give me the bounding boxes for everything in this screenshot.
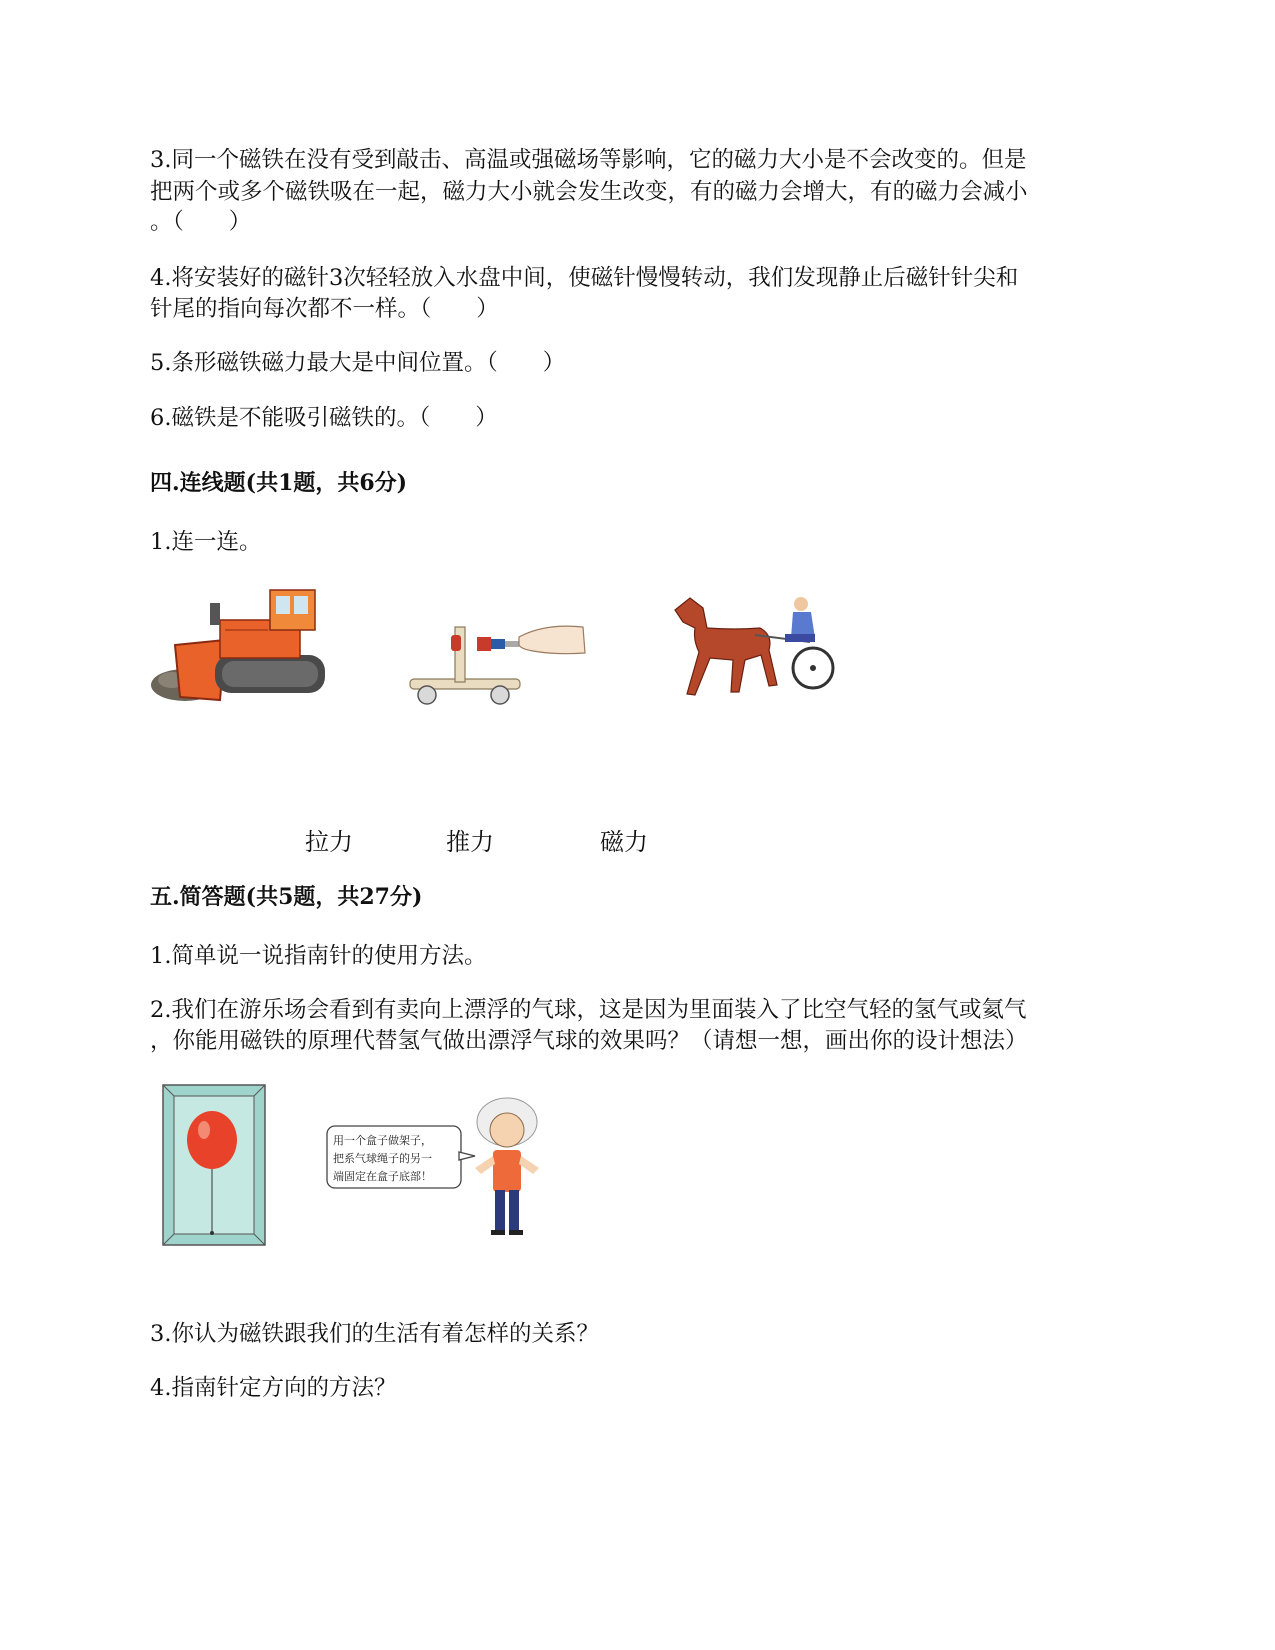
speech-bubble-line-1: 用一个盒子做架子， [333,1134,432,1147]
force-label-magnetic: 磁力 [600,828,648,856]
section-5-question-4: 4.指南针定方向的方法？ [150,1375,397,1401]
section-4-question-1: 1.连一连。 [150,529,262,555]
section-4-heading: 四.连线题(共1题，共6分) [150,470,408,496]
question-4-line-2: 针尾的指向每次都不一样。（ ） [150,296,499,322]
question-5: 5.条形磁铁磁力最大是中间位置。（ ） [150,350,566,376]
horse-cart-image [665,590,835,715]
balloon-box-image [160,1082,268,1248]
force-label-push: 推力 [446,828,494,856]
section-5-question-2-line-1: 2.我们在游乐场会看到有卖向上漂浮的气球，这是因为里面装入了比空气轻的氢气或氦气 [150,997,1027,1023]
section-5-question-3: 3.你认为磁铁跟我们的生活有着怎样的关系？ [150,1321,599,1347]
section-5-question-1: 1.简单说一说指南针的使用方法。 [150,943,487,969]
force-label-pull: 拉力 [305,828,353,856]
question-3-line-1: 3.同一个磁铁在没有受到敲击、高温或强磁场等影响，它的磁力大小是不会改变的。但是 [150,147,1027,173]
question-3-line-2: 把两个或多个磁铁吸在一起，磁力大小就会发生改变，有的磁力会增大，有的磁力会减小 [150,179,1028,205]
speech-bubble-line-2: 把系气球绳子的另一 [333,1152,432,1165]
section-5-question-2-line-2: ，你能用磁铁的原理代替氢气做出漂浮气球的效果吗？（请想一想，画出你的设计想法） [150,1028,1028,1054]
question-6: 6.磁铁是不能吸引磁铁的。（ ） [150,405,498,431]
question-4-line-1: 4.将安装好的磁针3次轻轻放入水盘中间，使磁针慢慢转动，我们发现静止后磁针针尖和 [150,265,1019,291]
section-5-heading: 五.简答题(共5题，共27分) [150,884,423,910]
scientist-speech-image [325,1090,555,1240]
question-3-line-3: 。（ ） [150,209,252,235]
magnet-cart-image [405,615,590,710]
bulldozer-image [150,585,340,720]
speech-bubble-line-3: 端固定在盒子底部！ [333,1170,432,1183]
